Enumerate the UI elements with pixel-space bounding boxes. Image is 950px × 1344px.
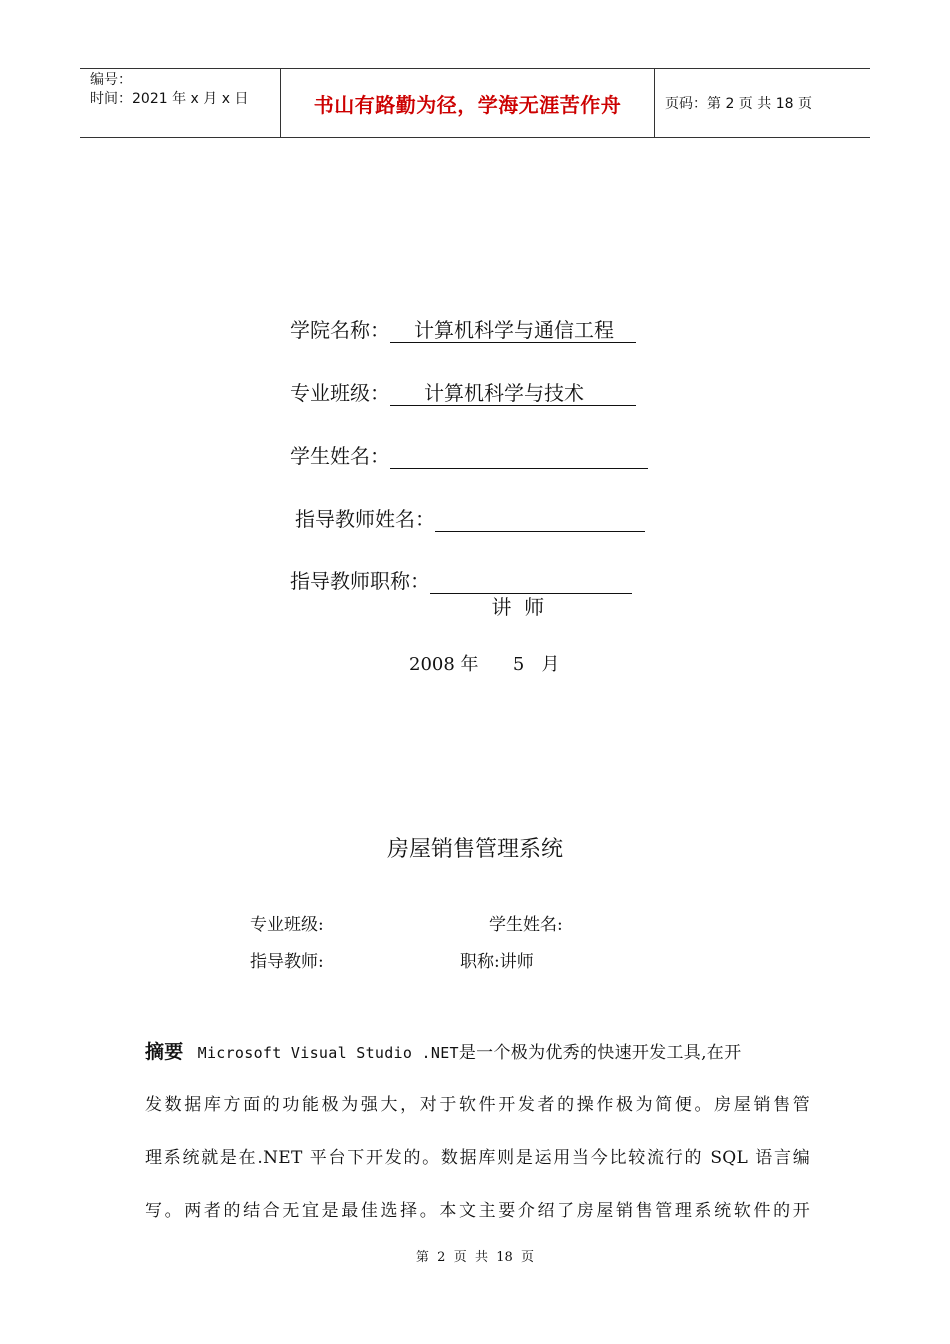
student-field: [390, 443, 648, 469]
advisor-title-field: [430, 568, 632, 619]
major-label: 专业班级：: [290, 381, 390, 405]
abstract-code-text: Microsoft Visual Studio .NET: [197, 1044, 459, 1062]
header-slogan: 书山有路勤为径，学海无涯苦作舟: [281, 69, 655, 137]
advisor-row: [295, 503, 645, 532]
paper-title-label: 职称:讲师: [460, 952, 534, 972]
student-label: 学生姓名：: [290, 444, 390, 468]
paper-advisor-label: 指导教师:: [250, 952, 324, 972]
page-header: [80, 68, 870, 138]
abstract-line: 发数据库方面的功能极为强大，对于软件开发者的操作极为简便。房屋销售管: [145, 1095, 810, 1115]
major-field: [390, 380, 636, 406]
advisor-field: [435, 506, 645, 532]
page-footer: 第 2 页 共 18 页: [415, 1250, 535, 1265]
college-row: [290, 314, 636, 343]
serial-label: 编号：: [90, 72, 132, 88]
student-row: [290, 440, 648, 469]
header-left-cell: [80, 69, 281, 137]
time-label: 时间：2021 年 x 月 x 日: [90, 91, 249, 107]
abstract-text: 是一个极为优秀的快速开发工具,在开: [458, 1043, 742, 1063]
abstract-keyword: 摘要: [145, 1041, 184, 1063]
major-row: [290, 377, 636, 406]
advisor-title-label: 指导教师职称：: [290, 569, 430, 593]
abstract-line: 写。两者的结合无宜是最佳选择。本文主要介绍了房屋销售管理系统软件的开: [145, 1201, 810, 1221]
header-page-code: 页码：第 2 页 共 18 页: [665, 96, 812, 112]
major-value: 计算机科学与技术: [424, 381, 584, 405]
paper-title: 房屋销售管理系统: [386, 837, 563, 862]
paper-major-label: 专业班级:: [250, 915, 324, 935]
paper-student-label: 学生姓名:: [489, 915, 563, 935]
abstract-line: [145, 1026, 810, 1079]
abstract-line: 理系统就是在.NET 平台下开发的。数据库则是运用当今比较流行的 SQL 语言编: [145, 1148, 810, 1168]
cover-date: 2008 年 5 月: [409, 654, 560, 675]
college-value: 计算机科学与通信工程: [414, 318, 614, 342]
college-field: [390, 317, 636, 343]
abstract-block: [145, 1026, 810, 1238]
advisor-label: 指导教师姓名：: [295, 507, 435, 531]
advisor-title-value: 讲 师: [491, 595, 545, 619]
advisor-title-row: [290, 565, 632, 619]
college-label: 学院名称：: [290, 318, 390, 342]
